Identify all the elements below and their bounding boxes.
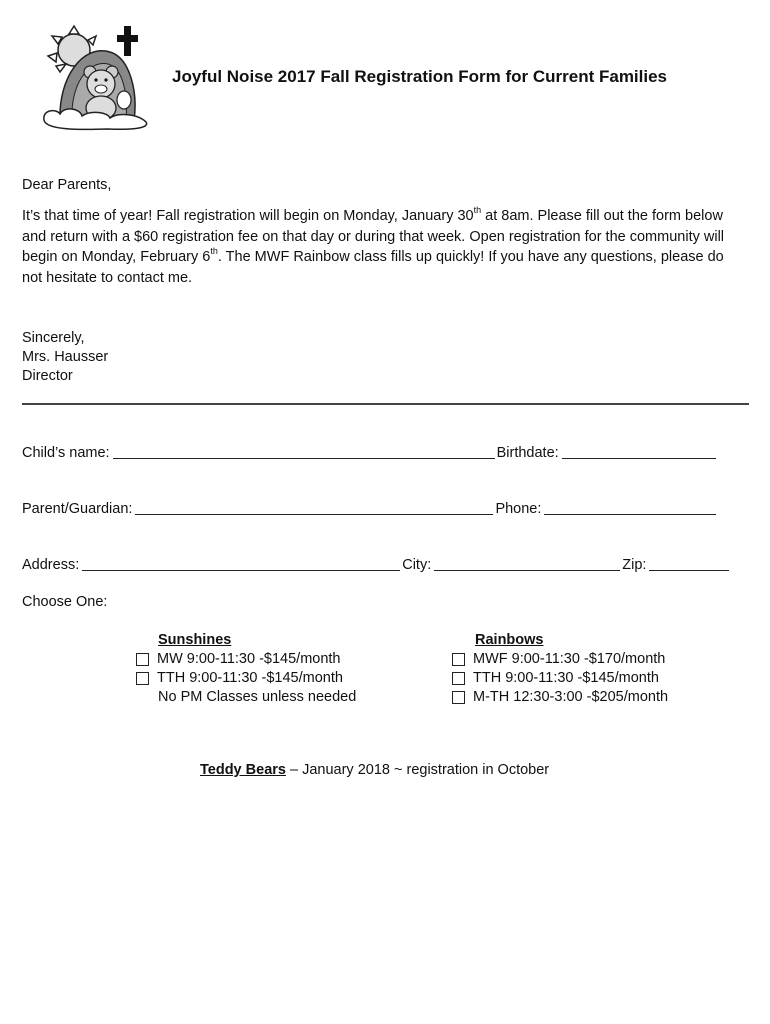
phone-field[interactable] [544,500,716,515]
parent-row [22,500,718,517]
ordinal-suffix-1: th [473,205,482,216]
address-row [22,556,731,573]
letter-body-text-3: . The MWF Rainbow class fills up quickly! If you have any questions, please do not hesitate to contact me. [22,249,724,286]
rainbows-option-mwf[interactable] [452,650,668,669]
sunshines-option-mw[interactable] [136,650,356,669]
teddy-bears-label: Teddy Bears [200,762,286,778]
phone-label: Phone: [495,501,542,517]
rainbows-column [452,631,668,707]
option-label: M-TH 12:30-3:00 -$205/month [473,689,669,705]
page-title: Joyful Noise 2017 Fall Registration Form for Current Families [172,67,668,86]
letter-closing [22,329,108,386]
checkbox[interactable] [136,672,149,685]
option-label: MWF 9:00-11:30 -$170/month [473,651,666,667]
rainbows-option-tth[interactable] [452,669,668,688]
section-divider [22,403,749,405]
city-field[interactable] [434,556,620,571]
checkbox[interactable] [136,653,149,666]
ordinal-suffix-2: th [210,246,218,257]
sunshines-note: No PM Classes unless needed [158,689,357,705]
rainbows-option-mth[interactable] [452,688,668,707]
city-label: City: [402,557,432,573]
option-label: TTH 9:00-11:30 -$145/month [157,670,343,686]
child-name-label: Child’s name: [22,445,110,461]
option-label: TTH 9:00-11:30 -$145/month [473,670,659,686]
closing-line: Sincerely, [22,330,85,346]
parent-guardian-field[interactable] [135,500,493,515]
sunshines-heading: Sunshines [158,632,232,648]
teddy-bears-line [200,762,549,778]
option-label: MW 9:00-11:30 -$145/month [157,651,341,667]
choose-one-label: Choose One: [22,594,108,610]
teddy-bear-logo-icon [38,22,154,132]
zip-field[interactable] [649,556,729,571]
parent-guardian-label: Parent/Guardian: [22,501,133,517]
sunshines-column [136,631,356,707]
rainbows-heading: Rainbows [475,632,544,648]
letter-body [22,206,730,288]
address-field[interactable] [82,556,400,571]
letter-body-text-2: at 8am. Please fill out the form below and return with a $60 registration fee on that day or during that week. Open registration for the community will begin on Monday, February 6 [22,208,725,265]
letter-body-text-1: It’s that time of year! Fall registration will begin on Monday, January 30 [22,208,474,224]
birthdate-label: Birthdate: [496,445,559,461]
child-row [22,444,718,461]
checkbox[interactable] [452,653,465,666]
checkbox[interactable] [452,672,465,685]
sunshines-option-tth[interactable] [136,669,356,688]
signer-title: Director [22,368,73,384]
address-label: Address: [22,557,80,573]
teddy-bears-text: – January 2018 ~ registration in October [285,762,550,778]
birthdate-field[interactable] [562,444,716,459]
signer-name: Mrs. Hausser [22,349,109,365]
child-name-field[interactable] [113,444,495,459]
checkbox[interactable] [452,691,465,704]
salutation: Dear Parents, [22,177,112,193]
zip-label: Zip: [622,557,647,573]
